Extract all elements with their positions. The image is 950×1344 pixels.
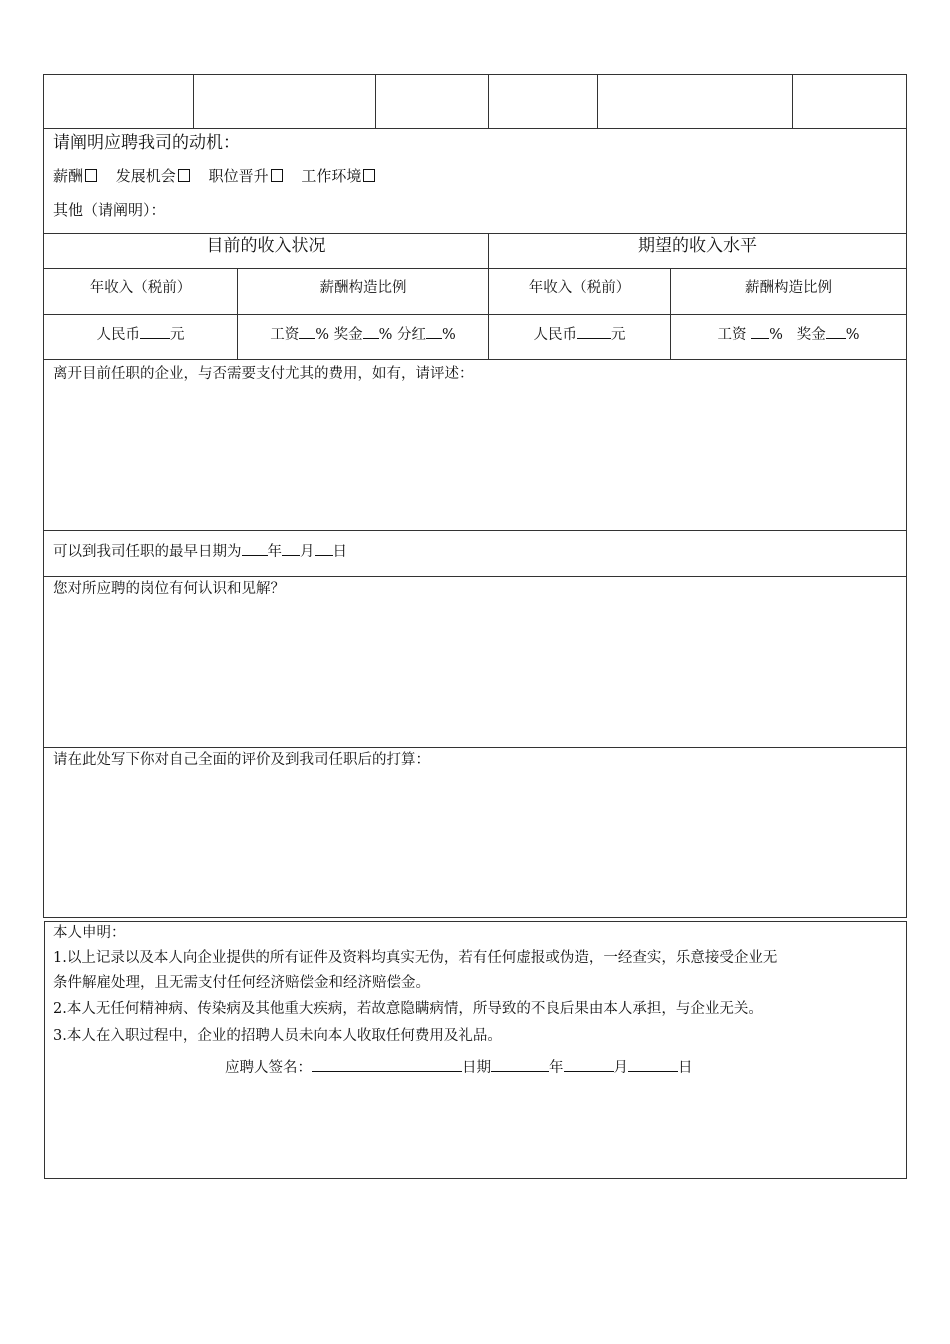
option-development-checkbox[interactable] — [178, 169, 190, 182]
signature-blank[interactable] — [312, 1056, 462, 1072]
bonus-blank[interactable] — [363, 323, 379, 339]
expected-structure-header: 薪酬构造比例 — [745, 280, 832, 296]
declaration-item-3: 3.本人在入职过程中，企业的招聘人员未向本人收取任何费用及礼品。 — [53, 1028, 502, 1044]
earliest-year-blank[interactable] — [242, 540, 268, 556]
motivation-other-label: 其他（请阐明）： — [53, 201, 166, 219]
expected-annual-income-field[interactable]: 人民币 元 — [489, 323, 670, 345]
leaving-cost-answer-area[interactable] — [44, 386, 906, 530]
current-amount-blank[interactable] — [140, 323, 170, 339]
current-annual-income-header: 年收入（税前） — [89, 280, 192, 296]
row-divider — [43, 747, 907, 748]
motivation-options — [53, 166, 375, 186]
self-evaluation-answer-area[interactable] — [44, 773, 906, 917]
blank-cell-3[interactable] — [376, 75, 487, 127]
earliest-day-blank[interactable] — [315, 540, 333, 556]
signature-label: 应聘人签名： — [225, 1060, 312, 1076]
understanding-answer-area[interactable] — [44, 602, 906, 746]
signature-month-blank[interactable] — [564, 1056, 614, 1072]
expected-annual-income-header: 年收入（税前） — [528, 280, 631, 296]
blank-cell-5[interactable] — [598, 75, 791, 127]
expected-amount-blank[interactable] — [577, 323, 611, 339]
declaration-title: 本人申明： — [53, 925, 126, 941]
option-salary-label: 薪酬 — [53, 167, 84, 185]
row-divider — [43, 576, 907, 577]
expected-income-title: 期望的收入水平 — [638, 236, 757, 256]
wage-blank[interactable] — [299, 323, 315, 339]
signature-year-blank[interactable] — [491, 1056, 549, 1072]
motivation-prompt: 请阐明应聘我司的动机： — [53, 133, 240, 153]
current-income-title: 目前的收入状况 — [206, 236, 326, 256]
current-structure-header: 薪酬构造比例 — [319, 280, 407, 296]
date-label: 日期 — [462, 1060, 491, 1076]
declaration-item-1-line-2: 条件解雇处理，且无需支付任何经济赔偿金和经济赔偿金。 — [53, 975, 430, 991]
signature-line: 应聘人签名： 日期 年 月 日 — [225, 1056, 693, 1078]
option-development-label: 发展机会 — [115, 167, 176, 185]
option-environment-label: 工作环境 — [301, 167, 362, 185]
earliest-month-blank[interactable] — [282, 540, 300, 556]
current-structure-field[interactable]: 工资 % 奖金 % 分红 % — [238, 323, 488, 345]
option-promotion-label: 职位晋升 — [208, 167, 269, 185]
blank-cell-1[interactable] — [44, 75, 192, 127]
understanding-prompt: 您对所应聘的岗位有何认识和见解？ — [53, 581, 285, 597]
row-divider — [43, 233, 907, 234]
expected-bonus-blank[interactable] — [826, 323, 846, 339]
row-divider — [43, 530, 907, 531]
row-divider — [43, 128, 907, 129]
option-environment-checkbox[interactable] — [363, 169, 375, 182]
blank-cell-6[interactable] — [793, 75, 906, 127]
signature-day-blank[interactable] — [628, 1056, 678, 1072]
earliest-date-field[interactable]: 可以到我司任职的最早日期为 年 月 日 — [53, 540, 347, 562]
leaving-cost-prompt: 离开目前任职的企业，与否需要支付尤其的费用，如有，请评述： — [53, 366, 474, 382]
expected-wage-blank[interactable] — [751, 323, 769, 339]
current-annual-income-field[interactable]: 人民币 元 — [44, 323, 237, 345]
dividend-blank[interactable] — [426, 323, 442, 339]
blank-cell-4[interactable] — [489, 75, 596, 127]
expected-structure-field[interactable]: 工资 % 奖金 % — [671, 323, 906, 345]
option-salary-checkbox[interactable] — [85, 169, 97, 182]
row-divider — [43, 314, 907, 315]
self-evaluation-prompt: 请在此处写下你对自己全面的评价及到我司任职后的打算： — [53, 752, 430, 768]
blank-cell-2[interactable] — [194, 75, 374, 127]
declaration-item-1-line-1: 1.以上记录以及本人向企业提供的所有证件及资料均真实无伪，若有任何虚报或伪造，一经查实，乐意接受企业无 — [53, 950, 778, 966]
row-divider — [43, 359, 907, 360]
declaration-item-2: 2.本人无任何精神病、传染病及其他重大疾病，若故意隐瞒病情，所导致的不良后果由本人承担，与企业无关。 — [53, 1001, 763, 1017]
option-promotion-checkbox[interactable] — [271, 169, 283, 182]
row-divider — [43, 268, 907, 269]
